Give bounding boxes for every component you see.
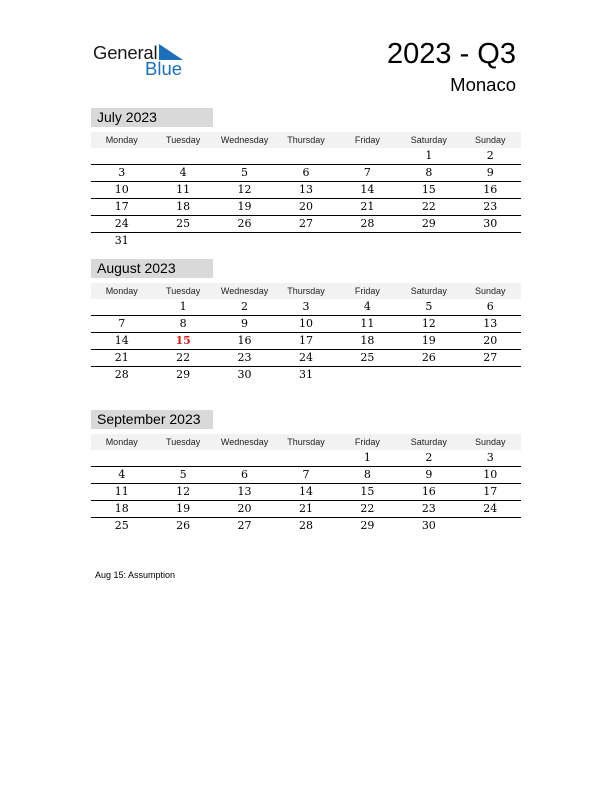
day-cell: 8 bbox=[179, 317, 187, 330]
day-cell: 26 bbox=[237, 217, 252, 230]
day-cell bbox=[214, 233, 275, 249]
day-cell: 9 bbox=[425, 468, 433, 481]
day-cell: 20 bbox=[483, 334, 498, 347]
holiday-notes bbox=[95, 570, 175, 580]
day-cell: 27 bbox=[237, 519, 252, 532]
day-cell: 9 bbox=[241, 317, 249, 330]
day-cell: 2 bbox=[425, 451, 433, 464]
day-cell bbox=[275, 233, 336, 249]
day-cell: 24 bbox=[114, 217, 129, 230]
day-cell: 12 bbox=[176, 485, 191, 498]
day-cell: 19 bbox=[237, 200, 252, 213]
day-cell: 22 bbox=[421, 200, 436, 213]
day-cell bbox=[460, 233, 521, 249]
day-cell: 28 bbox=[298, 519, 313, 532]
weekday-label: Wednesday bbox=[220, 135, 269, 145]
weekday-label: Friday bbox=[354, 286, 380, 296]
day-cell: 7 bbox=[363, 166, 371, 179]
day-cell: 25 bbox=[114, 519, 129, 532]
day-cell: 15 bbox=[421, 183, 436, 196]
weekday-label: Monday bbox=[105, 135, 138, 145]
day-cell: 29 bbox=[176, 368, 191, 381]
day-cell: 10 bbox=[114, 183, 129, 196]
logo-word-general: General bbox=[93, 42, 158, 63]
month-title: July 2023 bbox=[91, 108, 213, 127]
day-cell: 1 bbox=[425, 149, 433, 162]
day-cell: 28 bbox=[114, 368, 129, 381]
day-cell: 11 bbox=[114, 485, 129, 498]
weekday-label: Saturday bbox=[410, 135, 447, 145]
day-cell: 14 bbox=[114, 334, 129, 347]
day-cell bbox=[398, 367, 459, 383]
day-cell: 18 bbox=[114, 502, 129, 515]
day-cell bbox=[214, 450, 275, 466]
day-cell: 30 bbox=[237, 368, 252, 381]
day-cell: 30 bbox=[421, 519, 436, 532]
day-cell: 6 bbox=[486, 300, 494, 313]
day-cell: 17 bbox=[483, 485, 498, 498]
day-cell: 30 bbox=[483, 217, 498, 230]
month-september bbox=[91, 410, 521, 534]
weekday-label: Sunday bbox=[474, 437, 506, 447]
day-cell bbox=[460, 367, 521, 383]
day-cell: 18 bbox=[176, 200, 191, 213]
week-row bbox=[91, 182, 521, 199]
week-row bbox=[91, 165, 521, 182]
day-cell bbox=[398, 233, 459, 249]
day-cell: 27 bbox=[483, 351, 498, 364]
day-cell: 13 bbox=[483, 317, 498, 330]
day-cell bbox=[337, 367, 398, 383]
day-cell: 15 bbox=[360, 485, 375, 498]
weekday-label: Thursday bbox=[287, 286, 325, 296]
weekday-header-row bbox=[91, 283, 521, 299]
day-cell: 24 bbox=[483, 502, 498, 515]
day-cell: 27 bbox=[298, 217, 313, 230]
day-cell bbox=[337, 233, 398, 249]
day-cell: 11 bbox=[176, 183, 191, 196]
weekday-label: Sunday bbox=[474, 135, 506, 145]
day-cell: 3 bbox=[486, 451, 494, 464]
weekday-label: Tuesday bbox=[166, 135, 201, 145]
month-title: August 2023 bbox=[91, 259, 213, 278]
week-row bbox=[91, 350, 521, 367]
week-row bbox=[91, 216, 521, 233]
week-rows bbox=[91, 299, 521, 383]
day-cell: 12 bbox=[237, 183, 252, 196]
day-cell: 18 bbox=[360, 334, 375, 347]
day-cell: 11 bbox=[360, 317, 375, 330]
week-row bbox=[91, 316, 521, 333]
day-cell: 7 bbox=[118, 317, 126, 330]
day-cell: 8 bbox=[425, 166, 433, 179]
day-cell bbox=[91, 450, 152, 466]
week-row bbox=[91, 148, 521, 165]
day-cell: 24 bbox=[298, 351, 313, 364]
day-cell: 2 bbox=[241, 300, 249, 313]
weekday-label: Thursday bbox=[287, 437, 325, 447]
holiday-note: Aug 15: Assumption bbox=[95, 570, 176, 580]
day-cell: 31 bbox=[298, 368, 313, 381]
day-cell: 14 bbox=[360, 183, 375, 196]
day-cell: 26 bbox=[176, 519, 191, 532]
day-cell: 22 bbox=[176, 351, 191, 364]
day-cell: 5 bbox=[425, 300, 433, 313]
week-rows bbox=[91, 450, 521, 534]
country-name: Monaco bbox=[450, 74, 516, 95]
day-cell bbox=[460, 518, 521, 534]
day-cell: 1 bbox=[363, 451, 371, 464]
day-cell: 31 bbox=[114, 234, 129, 247]
weekday-label: Saturday bbox=[410, 286, 447, 296]
weekday-label: Friday bbox=[354, 135, 380, 145]
weekday-label: Wednesday bbox=[220, 437, 269, 447]
day-cell: 22 bbox=[360, 502, 375, 515]
day-cell: 25 bbox=[176, 217, 191, 230]
day-cell: 16 bbox=[237, 334, 252, 347]
day-cell: 4 bbox=[118, 468, 126, 481]
day-cell: 29 bbox=[421, 217, 436, 230]
month-title: September 2023 bbox=[91, 410, 213, 429]
day-cell: 17 bbox=[114, 200, 129, 213]
day-cell: 20 bbox=[298, 200, 313, 213]
day-cell: 19 bbox=[421, 334, 436, 347]
weekday-label: Tuesday bbox=[166, 286, 201, 296]
day-cell bbox=[152, 233, 213, 249]
week-row bbox=[91, 299, 521, 316]
day-cell: 4 bbox=[179, 166, 187, 179]
day-cell: 16 bbox=[483, 183, 498, 196]
day-cell: 1 bbox=[179, 300, 187, 313]
day-cell bbox=[337, 148, 398, 164]
day-cell: 23 bbox=[483, 200, 498, 213]
week-row bbox=[91, 199, 521, 216]
day-cell: 7 bbox=[302, 468, 310, 481]
day-cell bbox=[275, 148, 336, 164]
day-cell: 5 bbox=[241, 166, 249, 179]
day-cell bbox=[214, 148, 275, 164]
day-cell: 10 bbox=[298, 317, 313, 330]
day-cell: 14 bbox=[298, 485, 313, 498]
quarter-title: 2023 - Q3 bbox=[387, 38, 516, 70]
day-cell bbox=[91, 148, 152, 164]
day-cell: 17 bbox=[298, 334, 313, 347]
day-cell: 2 bbox=[486, 149, 494, 162]
day-cell bbox=[152, 148, 213, 164]
day-cell: 5 bbox=[179, 468, 187, 481]
holiday-day-cell: 15 bbox=[175, 334, 191, 347]
weekday-label: Thursday bbox=[287, 135, 325, 145]
day-cell: 21 bbox=[360, 200, 375, 213]
weekday-label: Sunday bbox=[474, 286, 506, 296]
week-row bbox=[91, 467, 521, 484]
week-rows bbox=[91, 148, 521, 249]
day-cell: 10 bbox=[483, 468, 498, 481]
day-cell: 21 bbox=[114, 351, 129, 364]
day-cell: 28 bbox=[360, 217, 375, 230]
day-cell: 21 bbox=[298, 502, 313, 515]
weekday-label: Tuesday bbox=[166, 437, 201, 447]
week-row bbox=[91, 450, 521, 467]
weekday-label: Saturday bbox=[410, 437, 447, 447]
week-row bbox=[91, 333, 521, 350]
logo-word-blue: Blue bbox=[145, 58, 183, 79]
day-cell: 8 bbox=[363, 468, 371, 481]
day-cell: 25 bbox=[360, 351, 375, 364]
week-row bbox=[91, 233, 521, 249]
week-row bbox=[91, 367, 521, 383]
weekday-header-row bbox=[91, 132, 521, 148]
weekday-label: Monday bbox=[105, 437, 138, 447]
weekday-label: Monday bbox=[105, 286, 138, 296]
day-cell: 29 bbox=[360, 519, 375, 532]
day-cell: 23 bbox=[421, 502, 436, 515]
day-cell: 12 bbox=[421, 317, 436, 330]
day-cell: 20 bbox=[237, 502, 252, 515]
day-cell: 3 bbox=[118, 166, 126, 179]
day-cell: 19 bbox=[176, 502, 191, 515]
day-cell: 16 bbox=[421, 485, 436, 498]
week-row bbox=[91, 484, 521, 501]
day-cell: 6 bbox=[302, 166, 310, 179]
day-cell bbox=[152, 450, 213, 466]
weekday-header-row bbox=[91, 434, 521, 450]
day-cell: 23 bbox=[237, 351, 252, 364]
day-cell: 13 bbox=[237, 485, 252, 498]
generalblue-logo bbox=[93, 40, 193, 80]
day-cell bbox=[91, 299, 152, 315]
month-july bbox=[91, 108, 521, 249]
day-cell: 13 bbox=[298, 183, 313, 196]
day-cell: 26 bbox=[421, 351, 436, 364]
month-august bbox=[91, 259, 521, 383]
day-cell: 3 bbox=[302, 300, 310, 313]
day-cell: 9 bbox=[486, 166, 494, 179]
weekday-label: Friday bbox=[354, 437, 380, 447]
weekday-label: Wednesday bbox=[220, 286, 269, 296]
day-cell: 6 bbox=[241, 468, 249, 481]
day-cell bbox=[275, 450, 336, 466]
week-row bbox=[91, 501, 521, 518]
day-cell: 4 bbox=[363, 300, 371, 313]
week-row bbox=[91, 518, 521, 534]
